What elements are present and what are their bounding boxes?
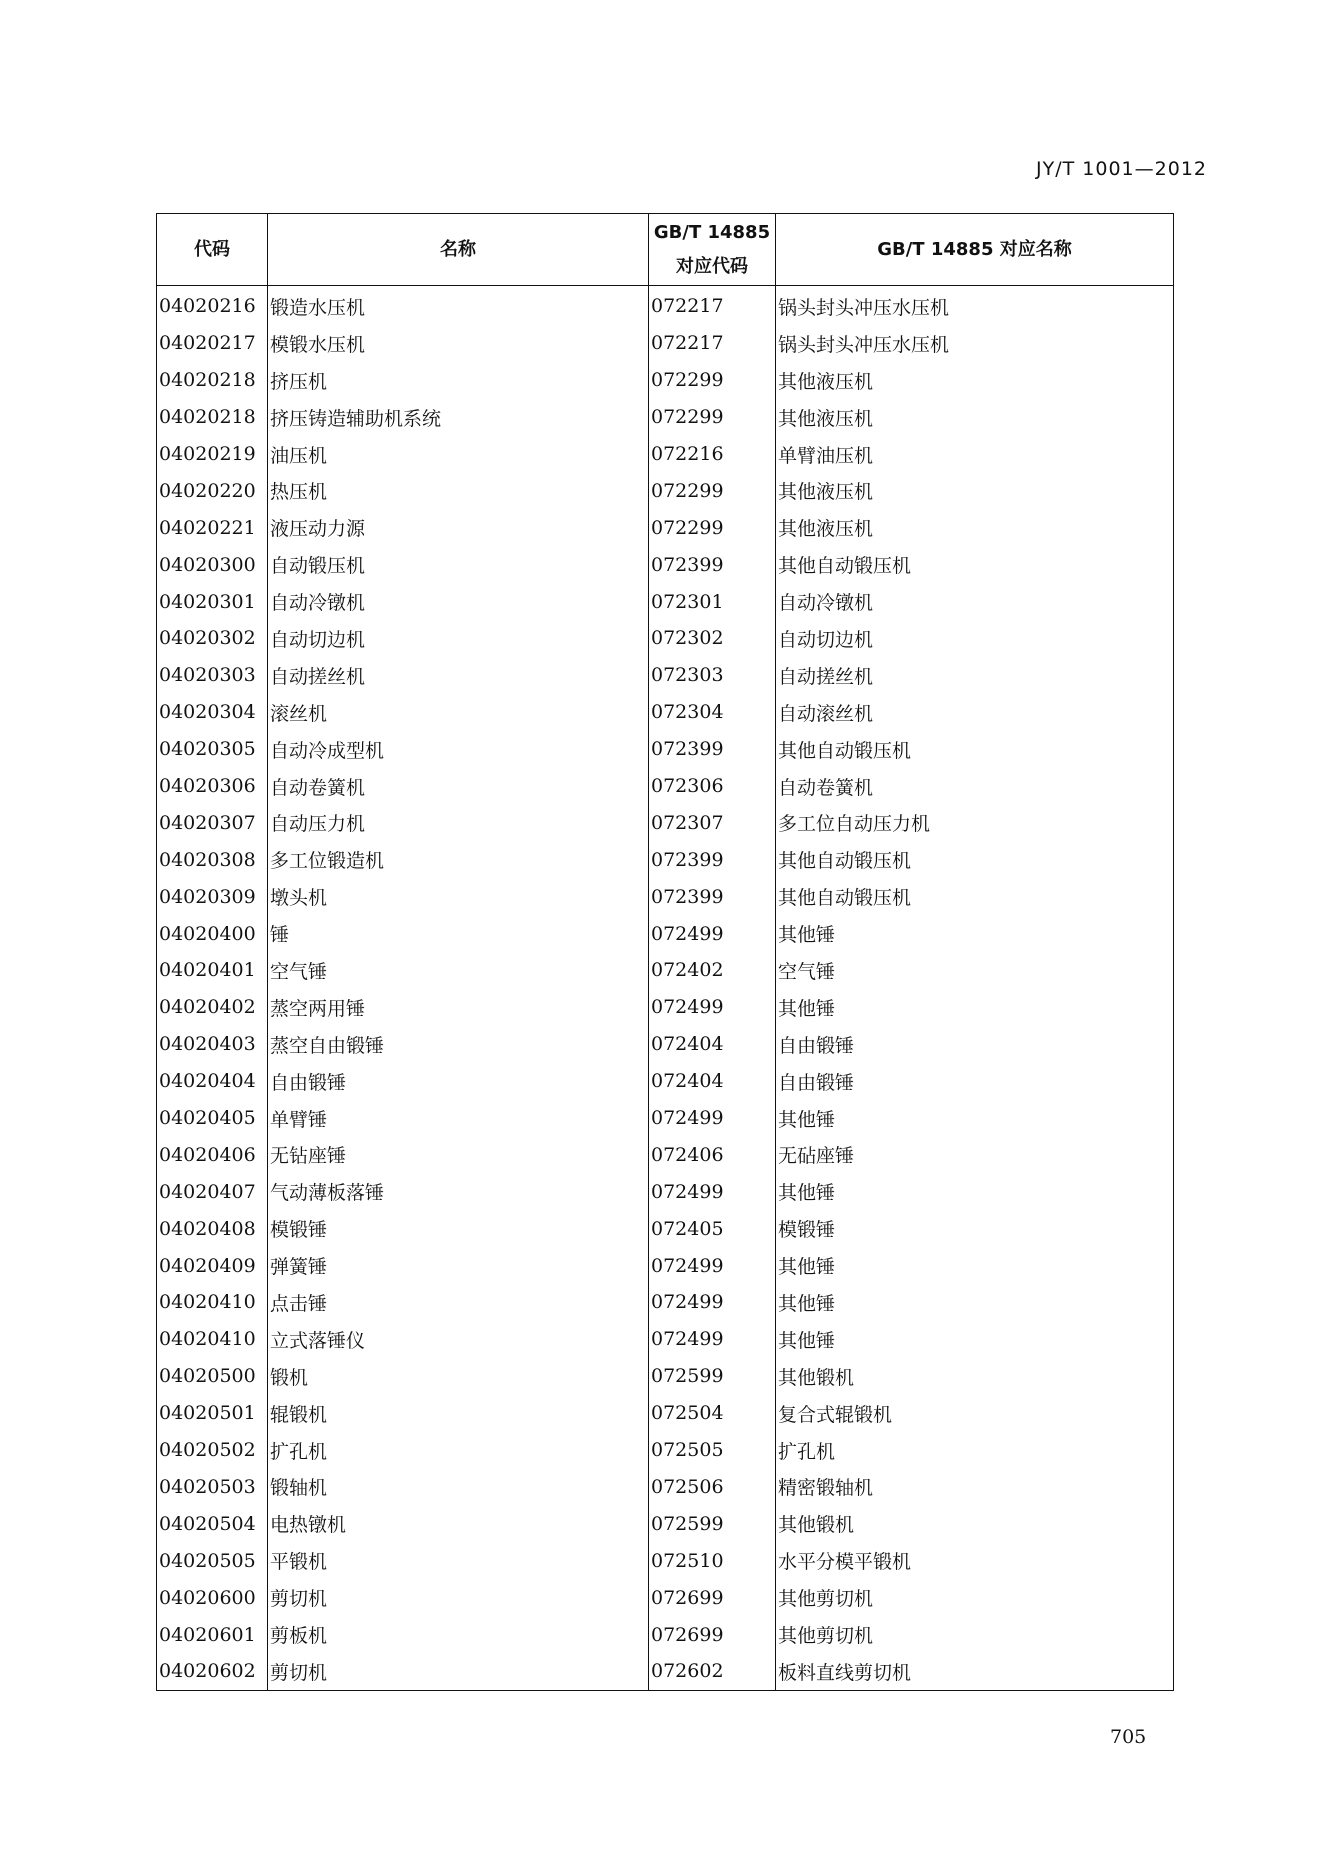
cell-name: 扩孔机	[268, 1432, 649, 1469]
cell-gb-name: 其他锤	[776, 1284, 1174, 1321]
cell-gb-code: 072299	[649, 362, 776, 399]
cell-gb-name: 自动搓丝机	[776, 657, 1174, 694]
table-row	[157, 841, 1174, 878]
cell-code: 04020401	[157, 952, 268, 989]
page-number: 705	[1110, 1726, 1147, 1748]
cell-gb-code: 072404	[649, 1063, 776, 1100]
cell-gb-code: 072303	[649, 657, 776, 694]
cell-code: 04020216	[157, 286, 268, 325]
column-header-gb-code-line2: 对应代码	[676, 255, 748, 277]
cell-gb-name: 其他锤	[776, 1100, 1174, 1137]
cell-code: 04020218	[157, 362, 268, 399]
cell-gb-code: 072402	[649, 952, 776, 989]
cell-gb-name: 其他自动锻压机	[776, 878, 1174, 915]
cell-code: 04020309	[157, 878, 268, 915]
cell-gb-code: 072499	[649, 1100, 776, 1137]
cell-gb-name: 其他锤	[776, 1247, 1174, 1284]
cell-gb-code: 072499	[649, 1173, 776, 1210]
cell-name: 挤压铸造辅助机系统	[268, 399, 649, 436]
table-row	[157, 1469, 1174, 1506]
cell-gb-name: 其他锤	[776, 1173, 1174, 1210]
table-row	[157, 1616, 1174, 1653]
cell-gb-name: 模锻锤	[776, 1210, 1174, 1247]
cell-gb-name: 其他液压机	[776, 509, 1174, 546]
cell-name: 自动冷成型机	[268, 731, 649, 768]
cell-code: 04020301	[157, 583, 268, 620]
table-row	[157, 472, 1174, 509]
cell-gb-code: 072405	[649, 1210, 776, 1247]
cell-gb-code: 072506	[649, 1469, 776, 1506]
code-mapping-table	[156, 213, 1174, 1691]
cell-gb-name: 无砧座锤	[776, 1136, 1174, 1173]
column-header-gb-code-line1: GB/T 14885	[653, 221, 771, 243]
cell-code: 04020501	[157, 1395, 268, 1432]
cell-code: 04020308	[157, 841, 268, 878]
cell-name: 点击锤	[268, 1284, 649, 1321]
table-row	[157, 286, 1174, 325]
cell-gb-name: 其他锤	[776, 915, 1174, 952]
cell-code: 04020503	[157, 1469, 268, 1506]
cell-name: 剪切机	[268, 1653, 649, 1690]
cell-code: 04020601	[157, 1616, 268, 1653]
cell-name: 滚丝机	[268, 694, 649, 731]
cell-name: 热压机	[268, 472, 649, 509]
cell-name: 自动锻压机	[268, 546, 649, 583]
cell-name: 多工位锻造机	[268, 841, 649, 878]
cell-gb-code: 072505	[649, 1432, 776, 1469]
column-header-name: 名称	[268, 214, 649, 286]
cell-code: 04020505	[157, 1542, 268, 1579]
cell-name: 气动薄板落锤	[268, 1173, 649, 1210]
cell-code: 04020220	[157, 472, 268, 509]
column-header-gb-name: GB/T 14885 对应名称	[776, 214, 1174, 286]
table-row	[157, 1542, 1174, 1579]
cell-gb-name: 其他液压机	[776, 362, 1174, 399]
cell-code: 04020221	[157, 509, 268, 546]
cell-gb-code: 072399	[649, 841, 776, 878]
cell-gb-name: 复合式辊锻机	[776, 1395, 1174, 1432]
table-row	[157, 1358, 1174, 1395]
table-row	[157, 1026, 1174, 1063]
cell-name: 墩头机	[268, 878, 649, 915]
cell-gb-name: 自动卷簧机	[776, 768, 1174, 805]
cell-name: 剪板机	[268, 1616, 649, 1653]
cell-code: 04020219	[157, 436, 268, 473]
cell-gb-code: 072217	[649, 325, 776, 362]
cell-code: 04020302	[157, 620, 268, 657]
cell-code: 04020306	[157, 768, 268, 805]
cell-gb-name: 板料直线剪切机	[776, 1653, 1174, 1690]
cell-gb-name: 水平分模平锻机	[776, 1542, 1174, 1579]
cell-gb-name: 其他剪切机	[776, 1579, 1174, 1616]
cell-name: 自动切边机	[268, 620, 649, 657]
cell-code: 04020307	[157, 804, 268, 841]
table-body	[157, 286, 1174, 1691]
cell-code: 04020410	[157, 1321, 268, 1358]
table-row	[157, 509, 1174, 546]
table-row	[157, 804, 1174, 841]
cell-gb-code: 072299	[649, 399, 776, 436]
table-row	[157, 325, 1174, 362]
cell-gb-code: 072602	[649, 1653, 776, 1690]
cell-gb-name: 自动切边机	[776, 620, 1174, 657]
cell-name: 液压动力源	[268, 509, 649, 546]
cell-code: 04020217	[157, 325, 268, 362]
cell-gb-name: 其他锻机	[776, 1505, 1174, 1542]
cell-name: 锻造水压机	[268, 286, 649, 325]
cell-gb-code: 072504	[649, 1395, 776, 1432]
table-row	[157, 1100, 1174, 1137]
cell-code: 04020303	[157, 657, 268, 694]
cell-gb-code: 072299	[649, 509, 776, 546]
cell-name: 剪切机	[268, 1579, 649, 1616]
code-mapping-table-container	[156, 213, 1173, 1691]
cell-gb-code: 072307	[649, 804, 776, 841]
cell-code: 04020304	[157, 694, 268, 731]
cell-code: 04020407	[157, 1173, 268, 1210]
cell-gb-code: 072699	[649, 1579, 776, 1616]
table-row	[157, 731, 1174, 768]
cell-gb-name: 其他液压机	[776, 399, 1174, 436]
cell-code: 04020500	[157, 1358, 268, 1395]
cell-name: 弹簧锤	[268, 1247, 649, 1284]
cell-gb-name: 其他锻机	[776, 1358, 1174, 1395]
cell-code: 04020602	[157, 1653, 268, 1690]
cell-name: 蒸空自由锻锤	[268, 1026, 649, 1063]
table-row	[157, 1505, 1174, 1542]
cell-gb-code: 072599	[649, 1505, 776, 1542]
cell-name: 锤	[268, 915, 649, 952]
cell-name: 单臂锤	[268, 1100, 649, 1137]
cell-name: 自动冷镦机	[268, 583, 649, 620]
table-row	[157, 436, 1174, 473]
cell-gb-name: 精密锻轴机	[776, 1469, 1174, 1506]
cell-code: 04020409	[157, 1247, 268, 1284]
cell-code: 04020408	[157, 1210, 268, 1247]
table-row	[157, 546, 1174, 583]
cell-code: 04020406	[157, 1136, 268, 1173]
cell-gb-code: 072499	[649, 989, 776, 1026]
cell-gb-code: 072301	[649, 583, 776, 620]
table-row	[157, 1432, 1174, 1469]
table-row	[157, 1321, 1174, 1358]
cell-code: 04020300	[157, 546, 268, 583]
table-row	[157, 620, 1174, 657]
cell-gb-name: 其他锤	[776, 1321, 1174, 1358]
cell-code: 04020305	[157, 731, 268, 768]
cell-gb-code: 072699	[649, 1616, 776, 1653]
cell-gb-code: 072406	[649, 1136, 776, 1173]
cell-code: 04020404	[157, 1063, 268, 1100]
table-row	[157, 952, 1174, 989]
table-row	[157, 915, 1174, 952]
cell-gb-code: 072302	[649, 620, 776, 657]
cell-name: 自动压力机	[268, 804, 649, 841]
cell-gb-code: 072404	[649, 1026, 776, 1063]
cell-gb-code: 072499	[649, 1284, 776, 1321]
cell-name: 电热镦机	[268, 1505, 649, 1542]
cell-name: 蒸空两用锤	[268, 989, 649, 1026]
table-row	[157, 657, 1174, 694]
cell-code: 04020403	[157, 1026, 268, 1063]
cell-code: 04020502	[157, 1432, 268, 1469]
cell-name: 油压机	[268, 436, 649, 473]
cell-gb-code: 072499	[649, 1321, 776, 1358]
cell-gb-name: 扩孔机	[776, 1432, 1174, 1469]
table-row	[157, 1395, 1174, 1432]
cell-gb-name: 其他自动锻压机	[776, 731, 1174, 768]
cell-gb-name: 自动滚丝机	[776, 694, 1174, 731]
table-header-row	[157, 214, 1174, 286]
cell-gb-name: 单臂油压机	[776, 436, 1174, 473]
cell-gb-name: 其他自动锻压机	[776, 841, 1174, 878]
cell-code: 04020400	[157, 915, 268, 952]
cell-name: 自由锻锤	[268, 1063, 649, 1100]
cell-gb-code: 072599	[649, 1358, 776, 1395]
table-row	[157, 1173, 1174, 1210]
standard-code: JY/T 1001—2012	[1036, 158, 1207, 180]
column-header-code: 代码	[157, 214, 268, 286]
table-row	[157, 1247, 1174, 1284]
cell-gb-code: 072217	[649, 286, 776, 325]
cell-name: 模锻锤	[268, 1210, 649, 1247]
table-row	[157, 1063, 1174, 1100]
cell-gb-name: 锅头封头冲压水压机	[776, 286, 1174, 325]
cell-code: 04020218	[157, 399, 268, 436]
cell-name: 立式落锤仪	[268, 1321, 649, 1358]
cell-gb-name: 自由锻锤	[776, 1063, 1174, 1100]
table-row	[157, 694, 1174, 731]
table-row	[157, 989, 1174, 1026]
cell-name: 挤压机	[268, 362, 649, 399]
cell-name: 模锻水压机	[268, 325, 649, 362]
cell-name: 锻机	[268, 1358, 649, 1395]
table-row	[157, 362, 1174, 399]
cell-code: 04020504	[157, 1505, 268, 1542]
cell-name: 自动卷簧机	[268, 768, 649, 805]
cell-code: 04020405	[157, 1100, 268, 1137]
cell-code: 04020410	[157, 1284, 268, 1321]
table-row	[157, 399, 1174, 436]
table-row	[157, 1579, 1174, 1616]
table-row	[157, 583, 1174, 620]
table-row	[157, 1653, 1174, 1690]
cell-gb-name: 自动冷镦机	[776, 583, 1174, 620]
cell-gb-code: 072499	[649, 1247, 776, 1284]
table-row	[157, 1284, 1174, 1321]
cell-gb-code: 072299	[649, 472, 776, 509]
cell-gb-code: 072399	[649, 731, 776, 768]
cell-name: 辊锻机	[268, 1395, 649, 1432]
table-row	[157, 878, 1174, 915]
cell-name: 锻轴机	[268, 1469, 649, 1506]
cell-gb-code: 072399	[649, 878, 776, 915]
cell-name: 自动搓丝机	[268, 657, 649, 694]
cell-name: 无钻座锤	[268, 1136, 649, 1173]
cell-gb-name: 其他剪切机	[776, 1616, 1174, 1653]
table-row	[157, 768, 1174, 805]
cell-gb-code: 072510	[649, 1542, 776, 1579]
cell-gb-code: 072304	[649, 694, 776, 731]
cell-gb-code: 072499	[649, 915, 776, 952]
cell-gb-code: 072306	[649, 768, 776, 805]
cell-gb-name: 自由锻锤	[776, 1026, 1174, 1063]
cell-code: 04020600	[157, 1579, 268, 1616]
cell-gb-name: 锅头封头冲压水压机	[776, 325, 1174, 362]
cell-gb-name: 空气锤	[776, 952, 1174, 989]
cell-gb-code: 072216	[649, 436, 776, 473]
column-header-gb-code	[649, 214, 776, 286]
cell-gb-name: 其他液压机	[776, 472, 1174, 509]
cell-gb-name: 其他自动锻压机	[776, 546, 1174, 583]
cell-name: 平锻机	[268, 1542, 649, 1579]
cell-gb-code: 072399	[649, 546, 776, 583]
table-row	[157, 1210, 1174, 1247]
cell-name: 空气锤	[268, 952, 649, 989]
cell-code: 04020402	[157, 989, 268, 1026]
cell-gb-name: 其他锤	[776, 989, 1174, 1026]
cell-gb-name: 多工位自动压力机	[776, 804, 1174, 841]
table-row	[157, 1136, 1174, 1173]
